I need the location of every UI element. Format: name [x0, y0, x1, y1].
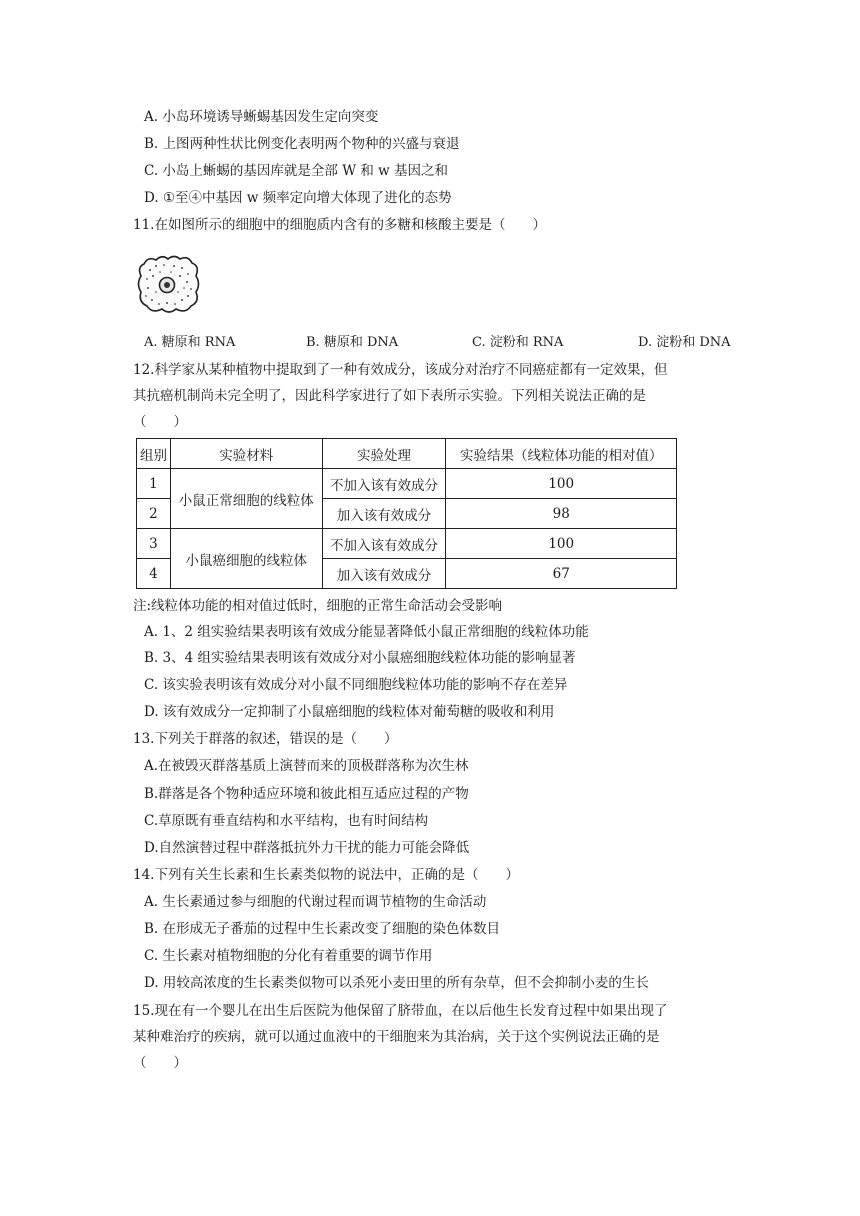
q11-option-d: D. 淀粉和 DNA [638, 335, 731, 350]
group-cell: 4 [137, 559, 171, 589]
cell-illustration [134, 252, 202, 316]
table-row [137, 469, 677, 499]
material-cell: 小鼠癌细胞的线粒体 [170, 529, 322, 589]
q12-stem-line-3: （ ） [133, 414, 187, 430]
header-treatment: 实验处理 [322, 439, 446, 469]
q11-option-b: B. 糖原和 DNA [306, 335, 399, 350]
q11-options [144, 333, 744, 353]
q10-option-c: C. 小岛上蜥蜴的基因库就是全部 W 和 w 基因之和 [144, 163, 449, 179]
q12-option-a: A. 1、2 组实验结果表明该有效成分能显著降低小鼠正常细胞的线粒体功能 [144, 624, 589, 640]
header-material: 实验材料 [170, 439, 322, 469]
treatment-cell: 不加入该有效成分 [322, 469, 446, 499]
q10-option-b: B. 上图两种性状比例变化表明两个物种的兴盛与衰退 [144, 136, 460, 152]
group-cell: 2 [137, 499, 171, 529]
q14-option-a: A. 生长素通过参与细胞的代谢过程而调节植物的生命活动 [144, 894, 487, 910]
q15-stem-line-1: 15.现在有一个婴儿在出生后医院为他保留了脐带血，在以后他生长发育过程中如果出现了 [133, 1003, 668, 1019]
q13-stem: 13.下列关于群落的叙述，错误的是（ ） [133, 731, 398, 747]
q11-option-c: C. 淀粉和 RNA [472, 335, 564, 350]
q11-stem: 11.在如图所示的细胞中的细胞质内含有的多糖和核酸主要是（ ） [133, 217, 546, 233]
q12-option-d: D. 该有效成分一定抑制了小鼠癌细胞的线粒体对葡萄糖的吸收和利用 [144, 704, 555, 720]
q14-stem: 14.下列有关生长素和生长素类似物的说法中，正确的是（ ） [133, 867, 519, 883]
group-cell: 3 [137, 529, 171, 559]
q10-option-d: D. ①至④中基因 w 频率定向增大体现了进化的态势 [144, 190, 452, 206]
group-cell: 1 [137, 469, 171, 499]
result-cell: 100 [446, 529, 677, 559]
table-header-row [137, 439, 677, 469]
material-cell: 小鼠正常细胞的线粒体 [170, 469, 322, 529]
result-cell: 67 [446, 559, 677, 589]
q14-option-d: D. 用较高浓度的生长素类似物可以杀死小麦田里的所有杂草，但不会抑制小麦的生长 [144, 975, 649, 991]
result-cell: 98 [446, 499, 677, 529]
header-result: 实验结果（线粒体功能的相对值） [446, 439, 677, 469]
q15-stem-line-3: （ ） [133, 1055, 187, 1071]
header-group: 组别 [137, 439, 171, 469]
q13-option-a: A.在被毁灭群落基质上演替而来的顶极群落称为次生林 [144, 758, 469, 774]
treatment-cell: 加入该有效成分 [322, 499, 446, 529]
q13-option-d: D.自然演替过程中群落抵抗外力干扰的能力可能会降低 [144, 840, 470, 856]
table-row [137, 529, 677, 559]
q12-stem-line-2: 其抗癌机制尚未完全明了，因此科学家进行了如下表所示实验。下列相关说法正确的是 [133, 388, 646, 404]
q12-stem-line-1: 12.科学家从某种植物中提取到了一种有效成分，该成分对治疗不同癌症都有一定效果，但 [133, 362, 668, 378]
q13-option-b: B.群落是各个物种适应环境和彼此相互适应过程的产物 [144, 786, 469, 802]
q12-option-b: B. 3、4 组实验结果表明该有效成分对小鼠癌细胞线粒体功能的影响显著 [144, 650, 576, 666]
q15-stem-line-2: 某种难治疗的疾病，就可以通过血液中的干细胞来为其治病，关于这个实例说法正确的是 [133, 1029, 660, 1045]
q10-option-a: A. 小岛环境诱导蜥蜴基因发生定向突变 [144, 109, 379, 125]
q12-note: 注:线粒体功能的相对值过低时，细胞的正常生命活动会受影响 [133, 598, 503, 614]
treatment-cell: 不加入该有效成分 [322, 529, 446, 559]
result-cell: 100 [446, 469, 677, 499]
q13-option-c: C.草原既有垂直结构和水平结构，也有时间结构 [144, 813, 429, 829]
q14-option-b: B. 在形成无子番茄的过程中生长素改变了细胞的染色体数目 [144, 921, 501, 937]
treatment-cell: 加入该有效成分 [322, 559, 446, 589]
q12-option-c: C. 该实验表明该有效成分对小鼠不同细胞线粒体功能的影响不存在差异 [144, 677, 568, 693]
experiment-table [136, 438, 677, 589]
q11-option-a: A. 糖原和 RNA [144, 335, 236, 350]
q14-option-c: C. 生长素对植物细胞的分化有着重要的调节作用 [144, 948, 433, 964]
